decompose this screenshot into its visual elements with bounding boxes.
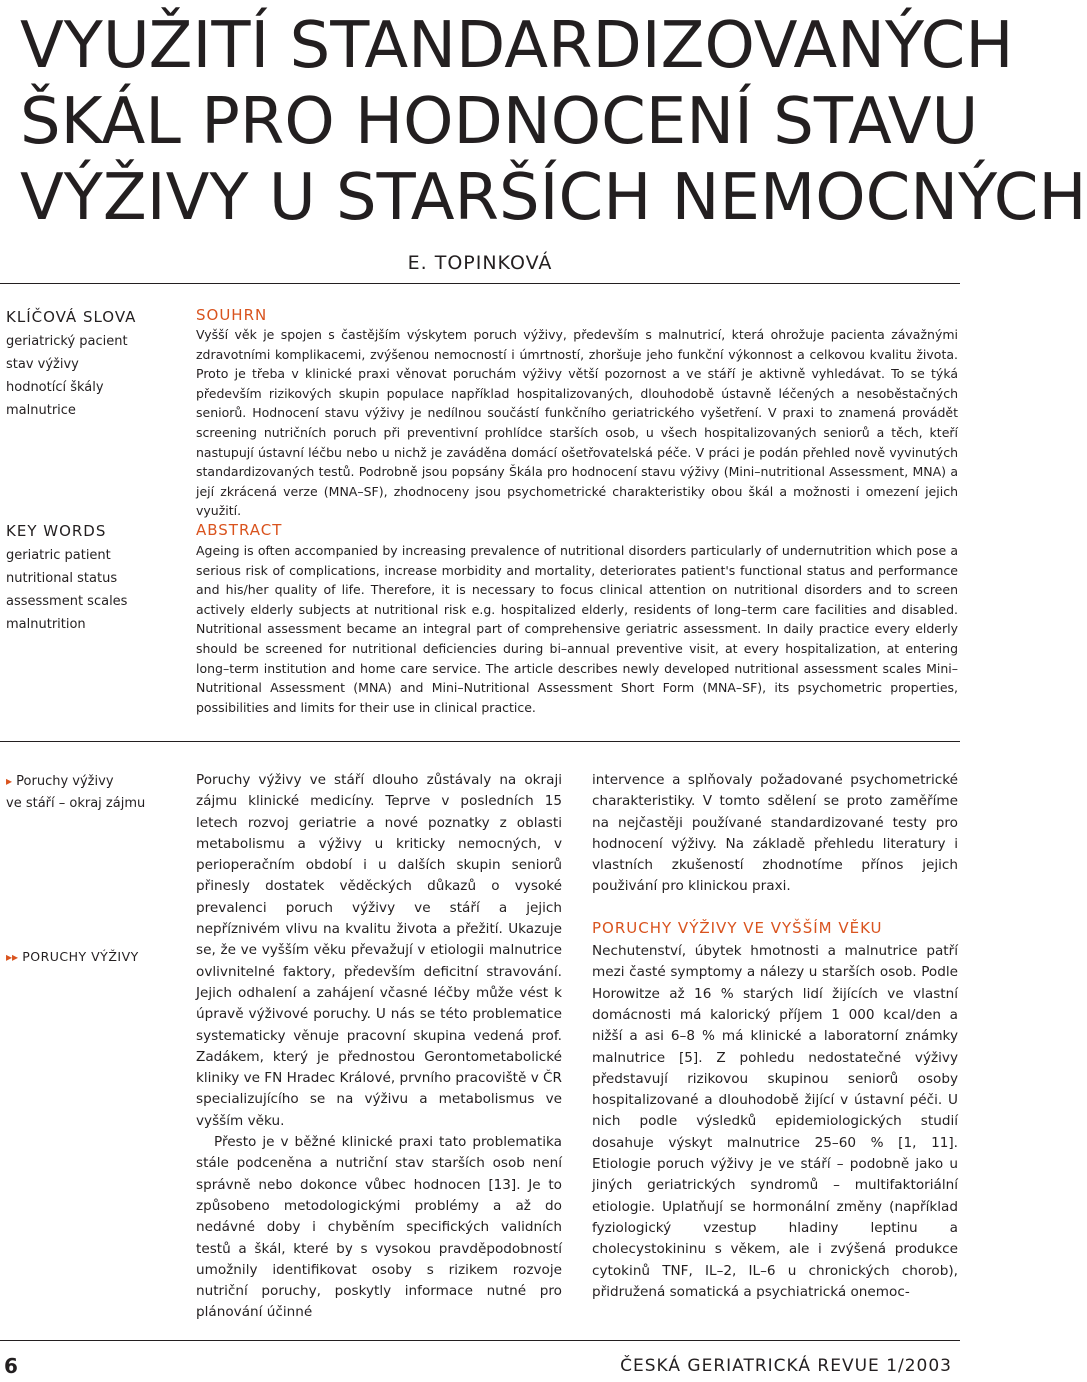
margin-note-1-line1: Poruchy výživy xyxy=(16,774,114,789)
abstract-heading: ABSTRACT xyxy=(196,521,283,539)
header-divider xyxy=(0,283,960,284)
keyword-item: nutritional status xyxy=(6,571,118,586)
margin-note-2 xyxy=(6,946,176,969)
keyword-item: stav výživy xyxy=(6,357,79,372)
keywords-cz-heading: KLÍČOVÁ SLOVA xyxy=(6,308,137,326)
abstract-text: Ageing is often accompanied by increasing prevalence of nutritional disorders particularly of undernutrition which pose a serious risk of complications, increase morbidity and mortality, deteriorates patient's functional status and performance and his/her quality of life. Therefore, it is necessary to focus clinical attention on nutritional disorders and to screen actively elderly subjects at nutritional risk e.g. hospitalized elderly, residents of long–term care facilities and disabled. Nutritional assessment became an integral part of comprehensive geriatric assessment. In daily practice every elderly should be screened for nutritional deficiencies during bi–annual preventive visit, at every hospitalization, at entering long–term institution and home care service. The article describes newly developed nutritional assessment scales Mini–Nutritional Assessment (MNA) and Mini–Nutritional Assessment Short Form (MNA–SF), its psychometric properties, possibilities and limits for their use in clinical practice. xyxy=(196,543,958,715)
margin-note-1 xyxy=(6,770,176,815)
keywords-en-heading: KEY WORDS xyxy=(6,522,107,540)
body-paragraph: Poruchy výživy ve stáří dlouho zůstávaly na okraji zájmu klinické medicíny. Teprve v posledních 15 letech rozvoj geriatrie a nové poznatky z oblasti metabolismu a výživy u kriticky nemocných, v perioperačním období i u dalších skupin seniorů přinesly dostatek věděckých důkazů o vysoké prevalenci poruch výživy ve stáří a jejich nepříznivém vlivu na kvalitu života a přežití. Ukazuje se, že ve vyšším věku převažují v etiologii malnutrice ovlivnitelné faktory, především deficitní stravování. Jejich odhalení a zahájení včasné léčby může vést k úpravě výživové poruchy. U nás se této problematice systematicky věnuje pracovní skupina vedená prof. Zadákem, který je přednostou Gerontometabolické kliniky ve FN Hradec Králové, prvního pracoviště v ČR specializujícího se na výživu a metabolismus ve vyšším věku. xyxy=(196,772,562,1129)
souhrn-heading: SOUHRN xyxy=(196,306,268,324)
keywords-en xyxy=(6,522,166,636)
margin-note-1-line2: ve stáří – okraj zájmu xyxy=(6,796,146,811)
keyword-item: hodnotící škály xyxy=(6,380,104,395)
abstract-divider xyxy=(0,741,960,742)
page-number: 6 xyxy=(4,1354,18,1378)
margin-note-2-label: PORUCHY VÝŽIVY xyxy=(22,949,139,964)
body-column-2 xyxy=(592,770,958,1303)
body-paragraph: Nechutenství, úbytek hmotnosti a malnutrice patří mezi časté symptomy a nálezy u starších osob. Podle Horowitze až 16 % starých lidí žijících ve vlastní domácnosti má kalorický příjem 1 000 kcal/den a nižší a asi 6–8 % má klinické a laboratorní známky malnutrice [5]. Z pohledu nedostatečné výživy představují rizikovou skupinou seniorů osoby hospitalizované a dlouhodobě žijící v ústavní péči. U nich podle výsledků epidemiologických studií dosahuje výskyt malnutrice 25–60 % [1, 11]. Etiologie poruch výživy je ve stáří – podobně jako u jiných geriatrických syndromů – multifaktoriální etiologie. Uplatňují se hormonální změny (například fyziologický vzestup hladiny leptinu a cholecystokininu s věkem, ale i zvýšená produkce cytokinů TNF, IL–2, IL–6 u chronických chorob), přidružená somatická a psychiatrická onemoc- xyxy=(592,943,958,1300)
title-line-1: VYUŽITÍ STANDARDIZOVANÝCH xyxy=(20,9,1014,83)
author: E. TOPINKOVÁ xyxy=(407,252,553,274)
title-line-2: ŠKÁL PRO HODNOCENÍ STAVU xyxy=(20,85,979,159)
keyword-item: geriatric patient xyxy=(6,548,111,563)
footer-divider xyxy=(0,1340,960,1341)
keyword-item: geriatrický pacient xyxy=(6,334,128,349)
article-title xyxy=(20,8,1087,236)
double-arrow-right-icon: ▸▸ xyxy=(6,950,19,964)
keyword-item: malnutrice xyxy=(6,403,76,418)
body-paragraph: intervence a splňovaly požadované psychometrické charakteristiky. V tomto sdělení se proto zaměříme na nejčastěji používané standardizované testy pro hodnocení výživy. Na základě přehledu literatury i vlastních zkušeností zhodnotíme přínos jejich použivání pro klinickou praxi. xyxy=(592,772,958,895)
souhrn-text: Vyšší věk je spojen s častějším výskytem poruch výživy, především s malnutricí, která ohrožuje pacienta závažnými zdravotními komplikacemi, zvýšenou nemocností i úmrtností, zhoršuje jeho funkční výkonnost a celkovou kvalitu života. Proto je třeba v klinické praxi věnovat poruchám výživy větší pozornost a ve stáří je aktivně vyhledávat. To se týká především rizikových skupin populace například hospitalizovaných, dlouhodobě ústavně léčených a nesoběstačných seniorů. Hodnocení stavu výživy je nedílnou součástí funkčního geriatrického vyšetření. V praxi to znamená provádět screening nutričních poruch při preventivní prohlídce starších osob, u všech hospitalizovaných seniorů a těch, kteří nastupují ústavní léčbu nebo u nichž je zaváděna domácí ošetřovatelská péče. V práci je podán přehled nově vyvinutých standardizovaných testů. Podrobně jsou popsány Škála pro hodnocení stavu výživy (Mini–nutritional Assessment, MNA) a její zkrácená verze (MNA–SF), zhodnoceny jsou psychometrické charakteristiky obou škál a možnosti i omezení jejich využití. xyxy=(196,327,958,519)
keyword-item: malnutrition xyxy=(6,617,86,632)
keyword-item: assessment scales xyxy=(6,594,128,609)
keywords-cz xyxy=(6,308,166,422)
body-column-1 xyxy=(196,770,562,1324)
arrow-right-icon: ▸ xyxy=(6,774,13,788)
journal-name: ČESKÁ GERIATRICKÁ REVUE 1/2003 xyxy=(620,1356,952,1376)
title-line-3: VÝŽIVY U STARŠÍCH NEMOCNÝCH xyxy=(20,161,1087,235)
body-paragraph: Přesto je v běžné klinické praxi tato problematika stále podceněna a nutriční stav starších osob není správně nebo dokonce vůbec hodnocen [13]. Je to způsobeno metodologickými problémy a až do nedávné doby i chyběním specifických validních testů a škál, které by s vysokou pravděpodobností umožnily identifikovat osoby s rizikem rozvoje nutriční poruchy, poskytly informace nutné pro plánování účinné xyxy=(196,1134,562,1321)
section-heading: PORUCHY VÝŽIVY VE VYŠŠÍM VĚKU xyxy=(592,918,883,937)
